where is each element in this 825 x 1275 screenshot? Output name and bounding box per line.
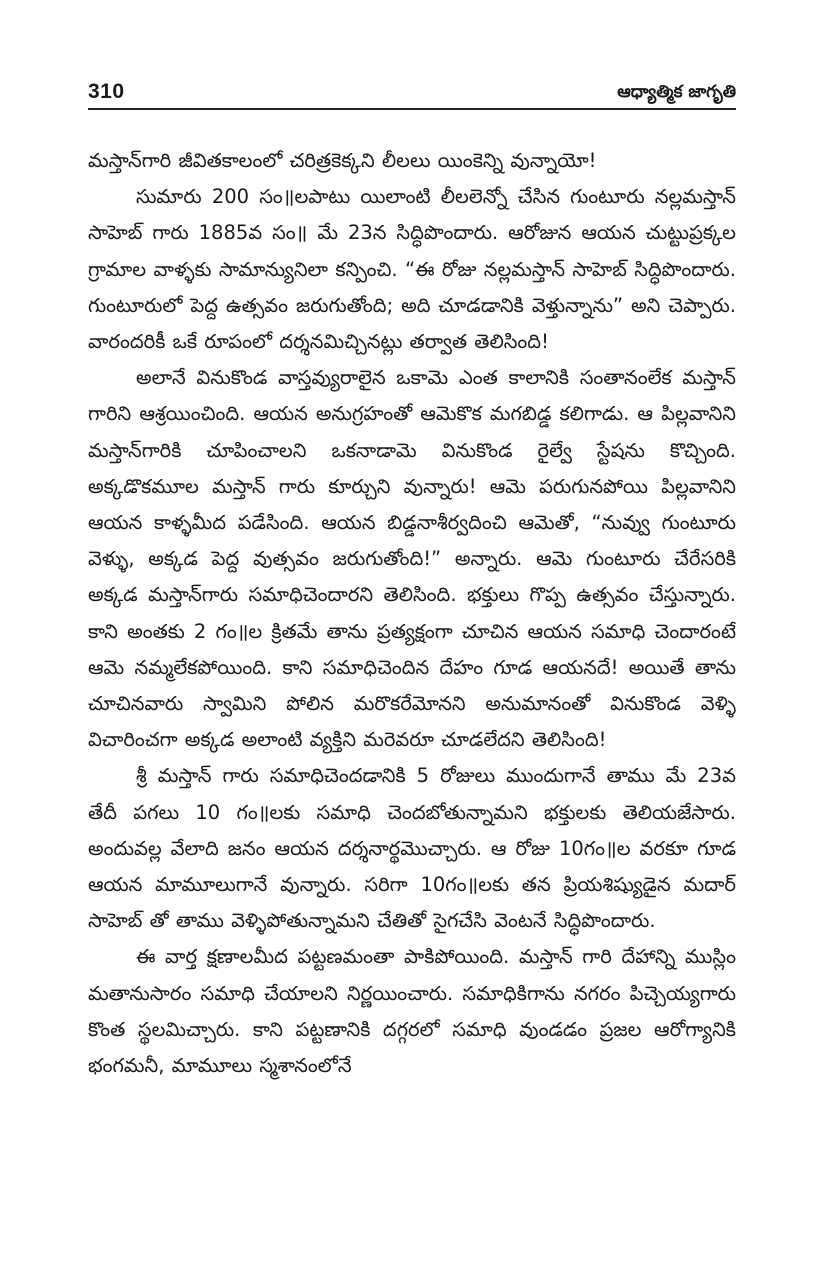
paragraph: మస్తాన్‌గారి జీవితకాలంలో చరిత్రకెక్కని లీలలు యింకెన్ని వున్నాయో!: [88, 149, 597, 172]
page-number: 310: [88, 80, 125, 103]
page-header: [88, 78, 736, 110]
paragraph: సుమారు 200 సం॥లపాటు యిలాంటి లీలలెన్నో చేసిన గుంటూరు నల్లమస్తాన్ సాహెబ్ గారు 1885వ సం॥ మే 23న సిద్ధిపొందారు. ఆరోజున ఆయన చుట్టుప్రక్కల గ్రామాల వాళ్ళకు సామాన్యునిలా కన్పించి. “ఈ రోజు నల్లమస్తాన్ సాహెబ్ సిద్ధిపొందారు. గుంటూరులో పెద్ద ఉత్సవం జరుగుతోంది; అది చూడడానికి వెళ్తున్నాను” అని చెప్పారు. వారందరికీ ఒకే రూపంలో దర్శనమిచ్చినట్లు తర్వాత తెలిసింది!: [88, 185, 736, 354]
paragraph: అలానే వినుకొండ వాస్తవ్యురాలైన ఒకామె ఎంత కాలానికి సంతానంలేక మస్తాన్ గారిని ఆశ్రయించింది. ఆయన అనుగ్రహంతో ఆమెకొక మగబిడ్డ కలిగాడు. ఆ పిల్లవానిని మస్తాన్‌గారికి చూపించాలని ఒకనాడామె వినుకొండ రైల్వే స్టేషను కొచ్చింది. అక్కడొకమూల మస్తాన్ గారు కూర్చుని వున్నారు! ఆమె పరుగునపోయి పిల్లవానిని ఆయన కాళ్ళమీద పడేసింది. ఆయన బిడ్డనాశీర్వదించి ఆమెతో, “నువ్వు గుంటూరు వెళ్ళు, అక్కడ పెద్ద వుత్సవం జరుగుతోంది!” అన్నారు. ఆమె గుంటూరు చేరేసరికి అక్కడ మస్తాన్‌గారు సమాధిచెందారని తెలిసింది. భక్తులు గొప్ప ఉత్సవం చేస్తున్నారు. కాని అంతకు 2 గం॥ల క్రితమే తాను ప్రత్యక్షంగా చూచిన ఆయన సమాధి చెందారంటే ఆమె నమ్మలేకపోయింది. కాని సమాధిచెందిన దేహం గూడ ఆయనదే! అయితే తాను చూచినవారు స్వామిని పోలిన మరొకరేమోనని అనుమానంతో వినుకొండ వెళ్ళి విచారించగా అక్కడ అలాంటి వ్యక్తిని మరెవరూ చూడలేదని తెలిసింది!: [88, 366, 736, 752]
paragraph: ఈ వార్త క్షణాలమీద పట్టణమంతా పాకిపోయింది. మస్తాన్ గారి దేహాన్ని ముస్లిం మతానుసారం సమాధి చేయాలని నిర్ణయించారు. సమాధికిగాను నగరం పిచ్చెయ్యగారు కొంత స్థలమిచ్చారు. కాని పట్టణానికి దగ్గరలో సమాధి వుండడం ప్రజల ఆరోగ్యానికి భంగమనీ, మామూలు స్మశానంలోనే: [88, 945, 736, 1078]
body-text: [88, 143, 736, 1084]
running-title: ఆధ్యాత్మిక జాగృతి: [617, 82, 736, 102]
paragraph: శ్రీ మస్తాన్ గారు సమాధిచెందడానికి 5 రోజులు ముందుగానే తాము మే 23వ తేదీ పగలు 10 గం॥లకు సమాధి చెందబోతున్నామని భక్తులకు తెలియజేసారు. అందువల్ల వేలాది జనం ఆయన దర్శనార్థమొచ్చారు. ఆ రోజు 10గం॥ల వరకూ గూడ ఆయన మామూలుగానే వున్నారు. సరిగా 10గం॥లకు తన ప్రియశిష్యుడైన మదార్ సాహెబ్ తో తాము వెళ్ళిపోతున్నామని చేతితో సైగచేసి వెంటనే సిద్ధిపొందారు.: [88, 764, 736, 933]
